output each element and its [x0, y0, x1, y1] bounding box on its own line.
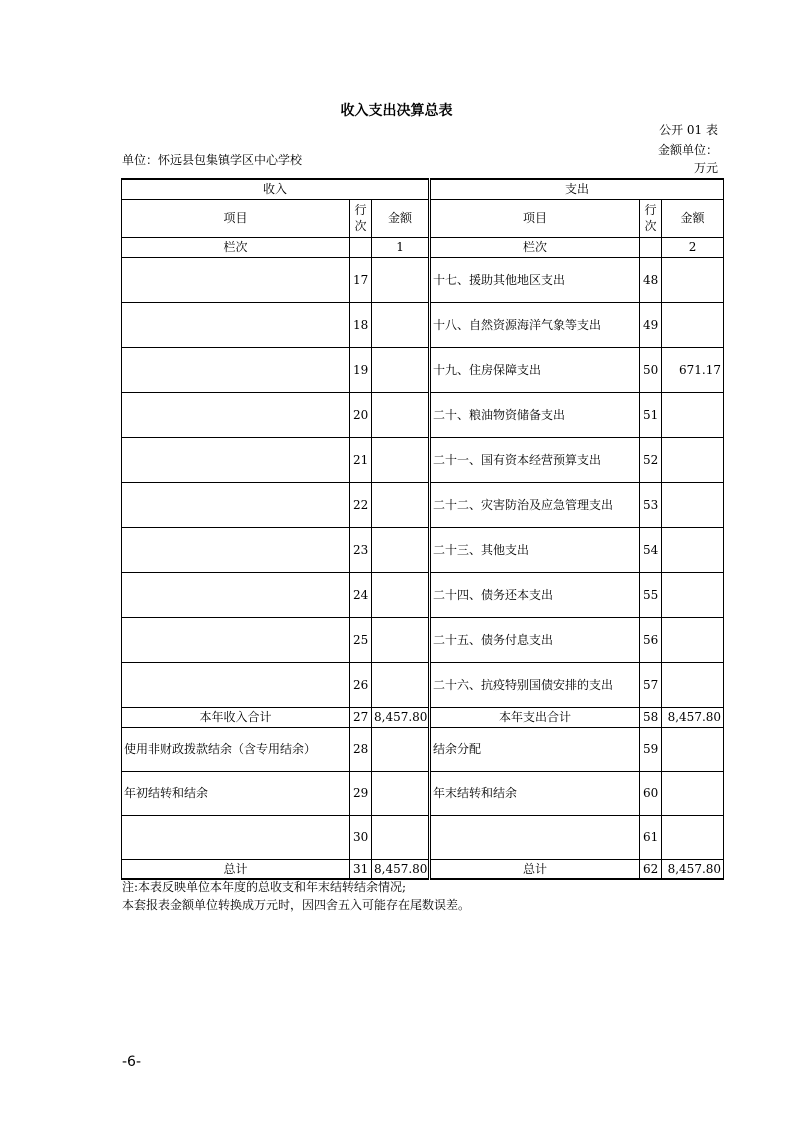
income-amount-cell [372, 727, 430, 771]
income-amount-cell [372, 662, 430, 707]
income-item-cell [122, 347, 350, 392]
income-line-no-cell: 28 [350, 727, 372, 771]
table-row [122, 392, 724, 437]
expense-item-cell: 二十四、债务还本支出 [430, 572, 640, 617]
expense-column-label: 栏次 [430, 237, 640, 257]
expense-item-cell: 二十六、抗疫特别国债安排的支出 [430, 662, 640, 707]
footnotes [122, 878, 470, 914]
income-item-cell [122, 815, 350, 859]
expense-item-cell: 结余分配 [430, 727, 640, 771]
expense-amount-cell [662, 257, 724, 302]
expense-item-cell: 本年支出合计 [430, 707, 640, 727]
table-row [122, 572, 724, 617]
income-item-cell: 本年收入合计 [122, 707, 350, 727]
expense-amount-cell [662, 302, 724, 347]
expense-item-cell: 二十二、灾害防治及应急管理支出 [430, 482, 640, 527]
income-amount-cell [372, 815, 430, 859]
expense-line-no-cell: 61 [640, 815, 662, 859]
form-code: 公开 01 表 [659, 123, 718, 137]
expense-amount-cell [662, 727, 724, 771]
expense-item-cell: 二十三、其他支出 [430, 527, 640, 572]
income-line-no-cell: 19 [350, 347, 372, 392]
expense-line-no-header: 行次 [640, 199, 662, 237]
table-row [122, 859, 724, 879]
expense-item-cell: 十九、住房保障支出 [430, 347, 640, 392]
expense-amount-cell [662, 771, 724, 815]
expense-amount-cell [662, 392, 724, 437]
income-amount-cell [372, 257, 430, 302]
income-line-no-cell: 27 [350, 707, 372, 727]
income-item-cell [122, 257, 350, 302]
expense-amount-cell [662, 527, 724, 572]
income-item-cell: 总计 [122, 859, 350, 879]
income-line-no-cell: 17 [350, 257, 372, 302]
income-item-cell: 年初结转和结余 [122, 771, 350, 815]
expense-line-no-cell: 53 [640, 482, 662, 527]
table-row [122, 727, 724, 771]
income-amount-header: 金额 [372, 199, 430, 237]
table-row [122, 815, 724, 859]
expense-amount-cell [662, 572, 724, 617]
expense-line-no-cell: 62 [640, 859, 662, 879]
income-amount-cell [372, 437, 430, 482]
income-item-cell [122, 437, 350, 482]
income-column-index: 1 [372, 237, 430, 257]
table-row [122, 347, 724, 392]
income-line-no-cell: 18 [350, 302, 372, 347]
income-item-cell [122, 482, 350, 527]
income-expense-table [121, 178, 724, 880]
expense-column-blank [640, 237, 662, 257]
table-row [122, 482, 724, 527]
expense-amount-cell [662, 815, 724, 859]
income-line-no-cell: 21 [350, 437, 372, 482]
income-line-no-cell: 29 [350, 771, 372, 815]
income-item-cell [122, 662, 350, 707]
income-line-no-cell: 25 [350, 617, 372, 662]
income-item-cell [122, 572, 350, 617]
unit-label: 单位：怀远县包集镇学区中心学校 [122, 153, 303, 167]
income-line-no-cell: 22 [350, 482, 372, 527]
expense-line-no-cell: 54 [640, 527, 662, 572]
income-item-cell [122, 392, 350, 437]
income-line-no-cell: 26 [350, 662, 372, 707]
expense-line-no-cell: 60 [640, 771, 662, 815]
income-line-no-cell: 30 [350, 815, 372, 859]
expense-item-cell: 二十五、债务付息支出 [430, 617, 640, 662]
expense-item-cell: 二十一、国有资本经营预算支出 [430, 437, 640, 482]
income-line-no-cell: 23 [350, 527, 372, 572]
expense-line-no-cell: 51 [640, 392, 662, 437]
income-item-cell: 使用非财政拨款结余（含专用结余） [122, 727, 350, 771]
header-row-columns [122, 199, 724, 237]
expense-line-no-cell: 50 [640, 347, 662, 392]
amount-unit [658, 141, 718, 177]
income-amount-cell: 8,457.80 [372, 859, 430, 879]
income-column-blank [350, 237, 372, 257]
table-row [122, 662, 724, 707]
amount-unit-value: 万元 [693, 161, 718, 175]
income-line-no-header: 行次 [350, 199, 372, 237]
expense-column-index: 2 [662, 237, 724, 257]
expense-amount-cell [662, 617, 724, 662]
expense-item-cell: 二十、粮油物资储备支出 [430, 392, 640, 437]
income-amount-cell [372, 527, 430, 572]
header-row-sections [122, 179, 724, 199]
expense-line-no-cell: 59 [640, 727, 662, 771]
table-row [122, 707, 724, 727]
expense-amount-cell: 671.17 [662, 347, 724, 392]
income-amount-cell: 8,457.80 [372, 707, 430, 727]
expense-line-no-cell: 58 [640, 707, 662, 727]
expense-amount-cell: 8,457.80 [662, 859, 724, 879]
footnote-2: 本套报表金额单位转换成万元时，因四舍五入可能存在尾数误差。 [122, 898, 471, 912]
income-item-cell [122, 527, 350, 572]
expense-item-cell: 年末结转和结余 [430, 771, 640, 815]
page-number: -6- [122, 1054, 142, 1070]
expense-line-no-cell: 55 [640, 572, 662, 617]
table-row [122, 437, 724, 482]
income-amount-cell [372, 482, 430, 527]
expense-amount-header: 金额 [662, 199, 724, 237]
table-row [122, 771, 724, 815]
table-row [122, 302, 724, 347]
expense-item-cell: 总计 [430, 859, 640, 879]
income-item-cell [122, 617, 350, 662]
expense-amount-cell [662, 437, 724, 482]
income-line-no-cell: 31 [350, 859, 372, 879]
expense-item-cell: 十七、援助其他地区支出 [430, 257, 640, 302]
income-amount-cell [372, 392, 430, 437]
expense-amount-cell [662, 662, 724, 707]
income-item-header: 项目 [122, 199, 350, 237]
income-item-cell [122, 302, 350, 347]
amount-unit-label: 金额单位： [657, 143, 718, 157]
expense-item-cell [430, 815, 640, 859]
income-amount-cell [372, 302, 430, 347]
expense-item-cell: 十八、自然资源海洋气象等支出 [430, 302, 640, 347]
table-row [122, 527, 724, 572]
expense-item-header: 项目 [430, 199, 640, 237]
expense-header: 支出 [430, 179, 724, 199]
income-amount-cell [372, 617, 430, 662]
expense-amount-cell [662, 482, 724, 527]
header-row-column-index [122, 237, 724, 257]
table-row [122, 617, 724, 662]
income-amount-cell [372, 347, 430, 392]
table-row [122, 257, 724, 302]
page-title: 收入支出决算总表 [340, 103, 453, 119]
income-amount-cell [372, 572, 430, 617]
income-column-label: 栏次 [122, 237, 350, 257]
expense-line-no-cell: 56 [640, 617, 662, 662]
expense-amount-cell: 8,457.80 [662, 707, 724, 727]
expense-line-no-cell: 49 [640, 302, 662, 347]
expense-line-no-cell: 52 [640, 437, 662, 482]
income-amount-cell [372, 771, 430, 815]
expense-line-no-cell: 57 [640, 662, 662, 707]
income-line-no-cell: 20 [350, 392, 372, 437]
expense-line-no-cell: 48 [640, 257, 662, 302]
income-line-no-cell: 24 [350, 572, 372, 617]
income-header: 收入 [122, 179, 430, 199]
footnote-1: 注:本表反映单位本年度的总收支和年末结转结余情况; [122, 880, 407, 894]
